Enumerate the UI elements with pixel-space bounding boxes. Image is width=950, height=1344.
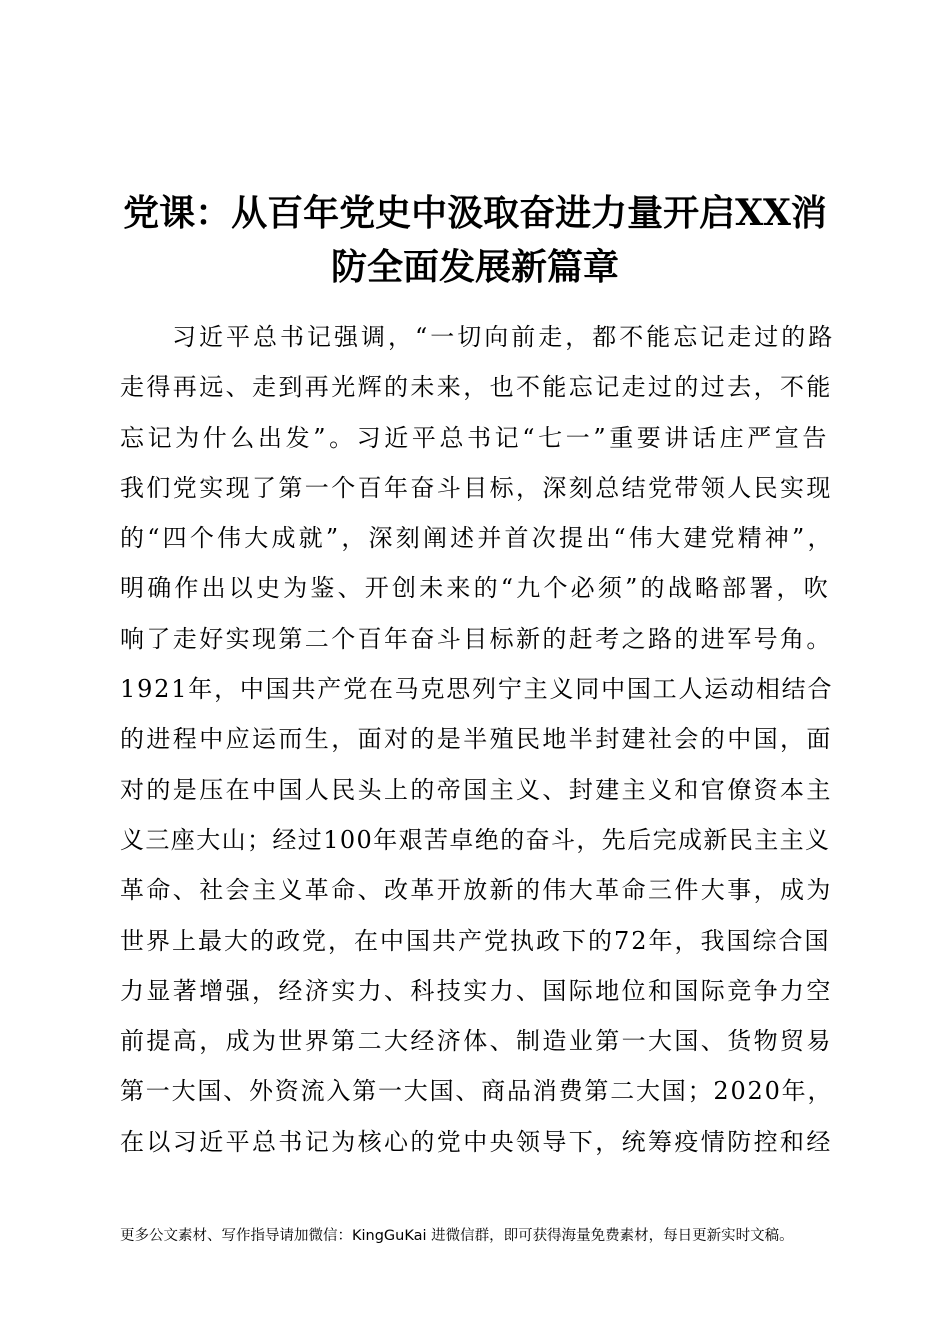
paragraph-line: 革命、社会主义革命、改革开放新的伟大革命三件大事，成为 [120,876,833,905]
paragraph-line: 的进程中应运而生，面对的是半殖民地半封建社会的中国，面 [120,725,833,754]
paragraph-line: 忘记为什么出发”。习近平总书记“七一”重要讲话庄严宣告 [120,423,831,452]
paragraph-line: 世界上最大的政党，在中国共产党执政下的72年，我国综合国 [120,926,831,955]
page-footer-note: 更多公文素材、写作指导请加微信：KingGuKai 进微信群，即可获得海量免费素材，每日更新实时文稿。 [120,1228,794,1244]
paragraph-line: 对的是压在中国人民头上的帝国主义、封建主义和官僚资本主 [120,775,833,804]
paragraph-line: 前提高，成为世界第二大经济体、制造业第一大国、货物贸易 [120,1027,833,1056]
paragraph-line: 1921年，中国共产党在马克思列宁主义同中国工人运动相结合 [120,675,834,704]
paragraph-line: 我们党实现了第一个百年奋斗目标，深刻总结党带领人民实现 [120,473,833,502]
paragraph-line: 在以习近平总书记为核心的党中央领导下，统筹疫情防控和经 [120,1127,833,1156]
paragraph-line: 的“四个伟大成就”，深刻阐述并首次提出“伟大建党精神”， [120,524,835,553]
paragraph-line: 第一大国、外资流入第一大国、商品消费第二大国；2020年， [120,1077,834,1106]
paragraph-line: 习近平总书记强调，“一切向前走，都不能忘记走过的路 [172,323,836,351]
paragraph-line: 明确作出以史为鉴、开创未来的“九个必须”的战略部署，吹 [120,574,831,603]
document-title [100,186,850,294]
title-line-2: 防全面发展新篇章 [330,246,619,288]
paragraph-line: 力显著增强，经济实力、科技实力、国际地位和国际竞争力空 [120,976,833,1005]
paragraph-line: 走得再远、走到再光辉的未来，也不能忘记走过的过去，不能 [120,373,833,402]
body-paragraph [120,312,835,1167]
paragraph-line: 义三座大山；经过100年艰苦卓绝的奋斗，先后完成新民主主义 [120,825,831,854]
paragraph-line: 响了走好实现第二个百年奋斗目标新的赶考之路的进军号角。 [120,624,833,653]
title-line-1: 党课：从百年党史中汲取奋进力量开启XX消 [123,192,827,234]
